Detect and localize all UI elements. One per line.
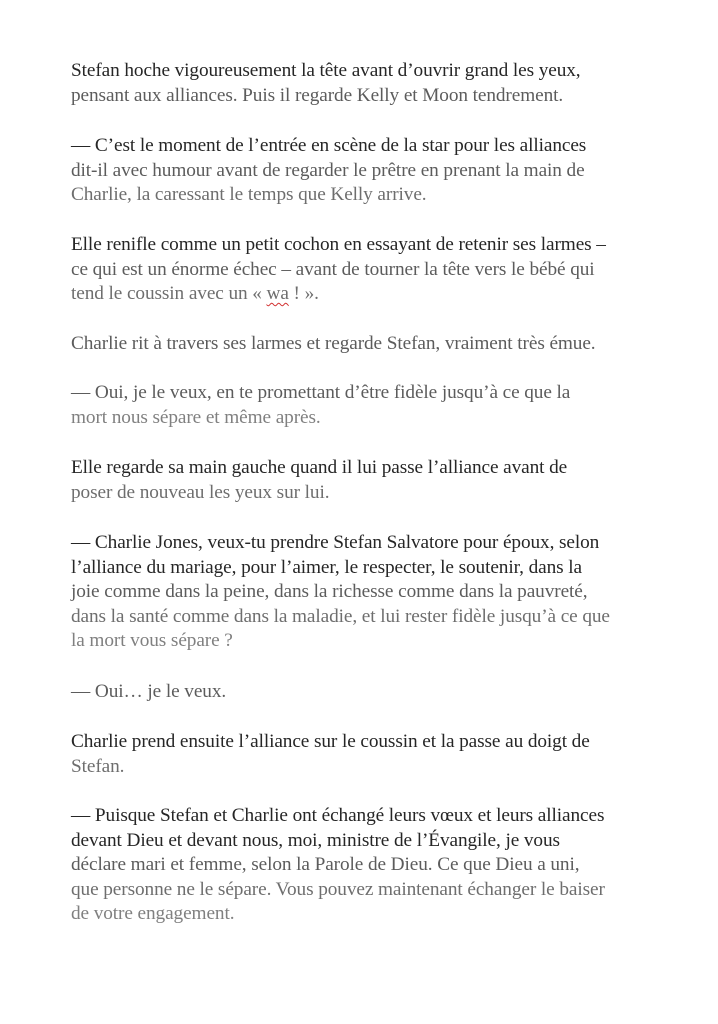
text-line xyxy=(71,282,681,307)
paragraph xyxy=(71,730,681,779)
text-line: — Oui, je le veux, en te promettant d’être fidèle jusqu’à ce que la xyxy=(71,382,571,403)
text-line: ce qui est un énorme échec – avant de tourner la tête vers le bébé qui xyxy=(71,258,595,280)
paragraph xyxy=(71,456,681,505)
paragraph xyxy=(71,804,681,927)
text-line: joie comme dans la peine, dans la richesse comme dans la pauvreté, xyxy=(71,581,588,602)
text-line: Charlie rit à travers ses larmes et regarde Stefan, vraiment très émue. xyxy=(71,333,596,354)
text-line: — C’est le moment de l’entrée en scène de la star pour les alliances xyxy=(71,135,587,156)
paragraph xyxy=(71,134,681,208)
text-line: la mort vous sépare ? xyxy=(71,630,233,651)
text-line: de votre engagement. xyxy=(71,903,235,924)
text-segment: tend le coussin avec un « xyxy=(71,283,267,304)
text-line: l’alliance du mariage, pour l’aimer, le respecter, le soutenir, dans la xyxy=(71,556,582,578)
paragraph xyxy=(71,233,681,307)
text-line: Stefan hoche vigoureusement la tête avant d’ouvrir grand les yeux, xyxy=(71,60,581,81)
text-line: dans la santé comme dans la maladie, et lui rester fidèle jusqu’à ce que xyxy=(71,605,610,627)
text-line: — Puisque Stefan et Charlie ont échangé leurs vœux et leurs alliances xyxy=(71,805,605,826)
text-line: devant Dieu et devant nous, moi, ministre de l’Évangile, je vous xyxy=(71,829,560,851)
paragraph xyxy=(71,531,681,654)
text-line: Elle renifle comme un petit cochon en essayant de retenir ses larmes – xyxy=(71,234,606,255)
paragraph xyxy=(71,381,681,430)
text-line: — Charlie Jones, veux-tu prendre Stefan Salvatore pour époux, selon xyxy=(71,532,600,553)
text-line: Charlie, la caressant le temps que Kelly arrive. xyxy=(71,184,427,205)
paragraph xyxy=(71,59,681,108)
text-line: poser de nouveau les yeux sur lui. xyxy=(71,481,330,503)
spellcheck-flagged-word[interactable]: wa xyxy=(266,283,289,304)
text-line: mort nous sépare et même après. xyxy=(71,406,321,428)
text-line: que personne ne le sépare. Vous pouvez maintenant échanger le baiser xyxy=(71,878,605,900)
text-line: Charlie prend ensuite l’alliance sur le coussin et la passe au doigt de xyxy=(71,731,590,752)
text-line: dit-il avec humour avant de regarder le prêtre en prenant la main de xyxy=(71,159,585,181)
text-line: déclare mari et femme, selon la Parole de Dieu. Ce que Dieu a uni, xyxy=(71,854,580,875)
text-line: Stefan. xyxy=(71,755,125,777)
paragraph xyxy=(71,332,681,357)
text-line: — Oui… je le veux. xyxy=(71,681,227,702)
text-line: Elle regarde sa main gauche quand il lui passe l’alliance avant de xyxy=(71,457,568,478)
text-line: pensant aux alliances. Puis il regarde Kelly et Moon tendrement. xyxy=(71,84,564,106)
paragraph xyxy=(71,680,681,705)
text-segment: ! ». xyxy=(288,283,319,304)
